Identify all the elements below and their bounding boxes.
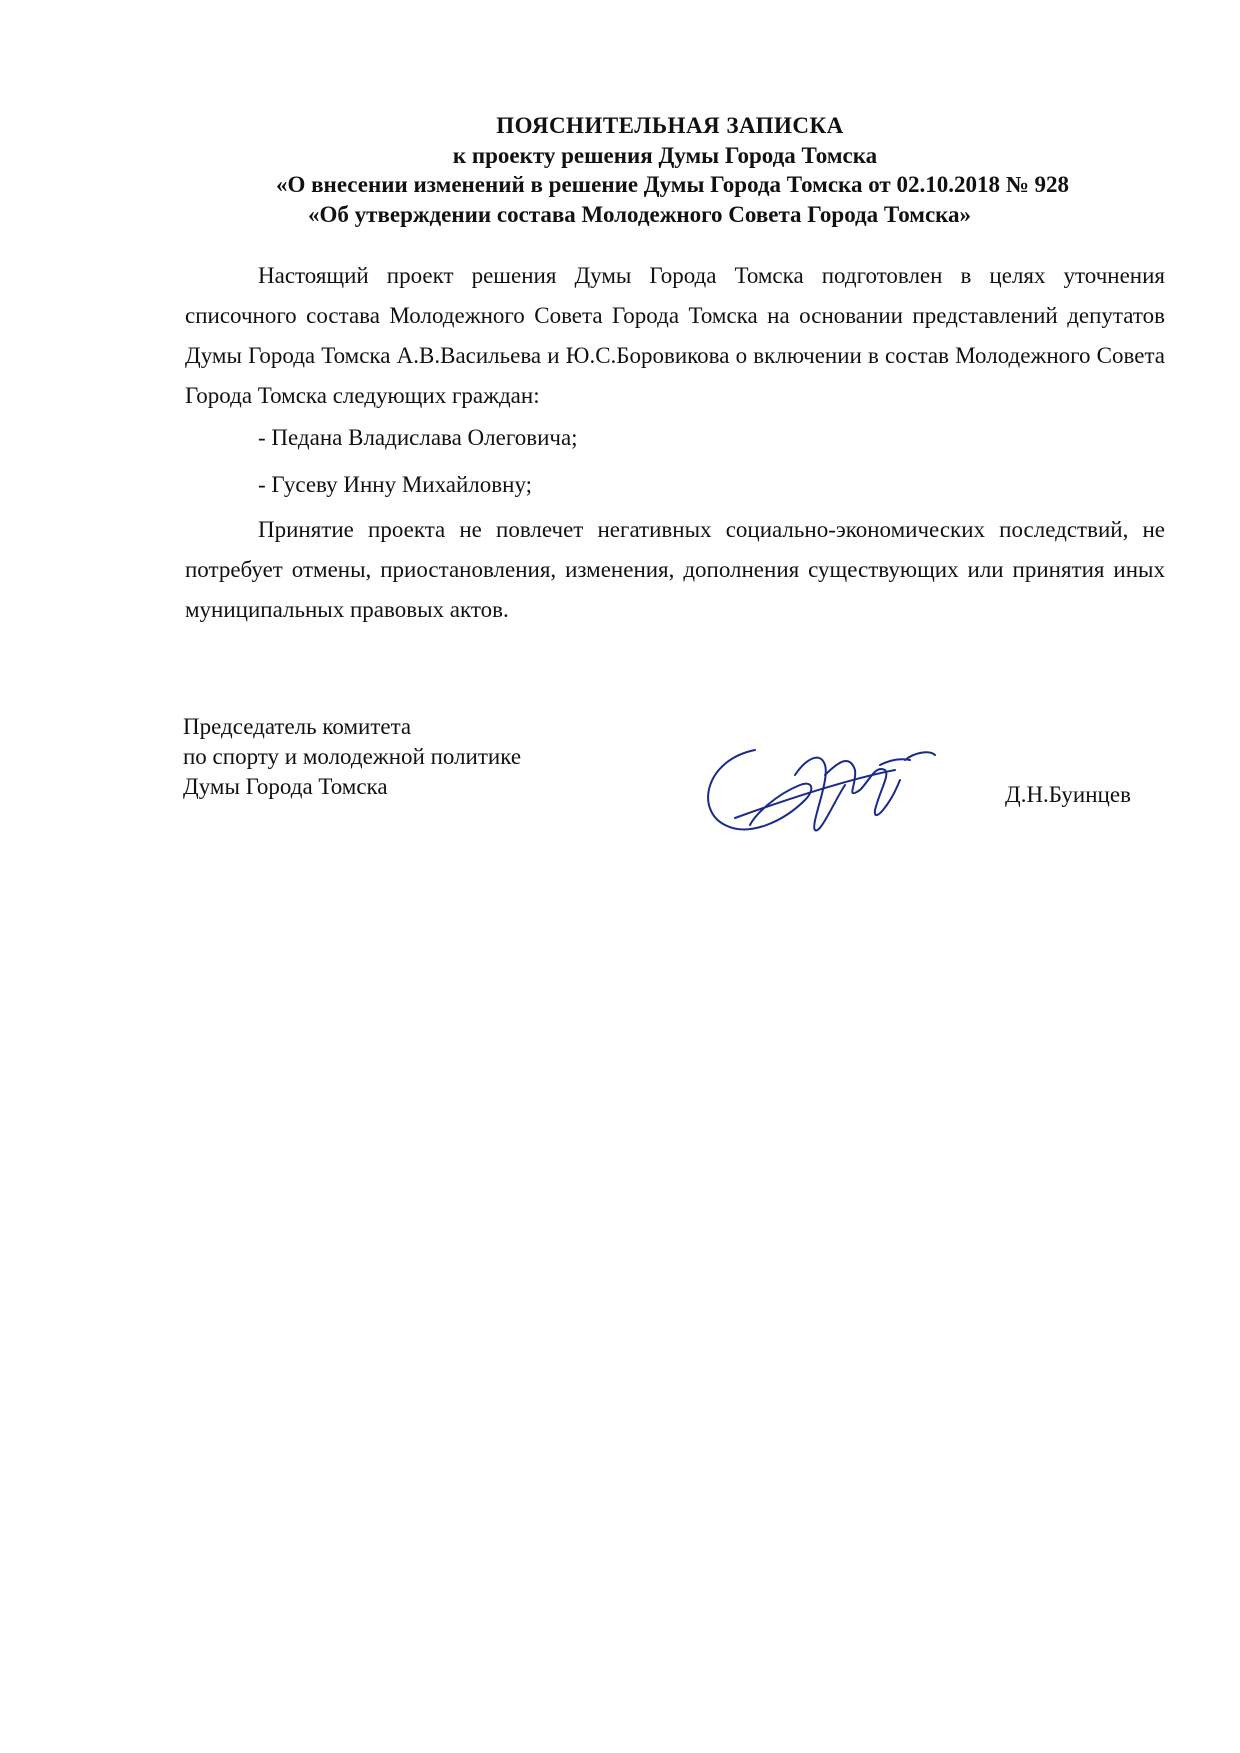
handwritten-signature xyxy=(695,730,955,840)
body-paragraph-2: Принятие проекта не повлечет негативных социально-экономических последствий, не потребует отмены, приостановления, изменения, дополнения существующих или принятия иных муниципальных правовых актов. xyxy=(185,517,1165,622)
position-line-1: Председатель комитета xyxy=(183,714,412,739)
signatory-position xyxy=(183,712,521,802)
list-item: - Педана Владислава Олеговича; xyxy=(258,425,578,450)
body-paragraph-1: Настоящий проект решения Думы Города Томска подготовлен в целях уточнения списочного состава Молодежного Совета Города Томска на основании представлений депутатов Думы Города Томска А.В.Васильева и Ю.С.Боровикова о включении в состав Молодежного Совета Города Томска следующих граждан: xyxy=(185,263,1165,408)
document-subtitle: к проекту решения Думы Города Томска xyxy=(452,143,878,168)
position-line-3: Думы Города Томска xyxy=(183,774,388,799)
document-subject-line2: «Об утверждении состава Молодежного Совета Города Томска» xyxy=(308,202,972,227)
document-title: ПОЯСНИТЕЛЬНАЯ ЗАПИСКА xyxy=(496,113,844,138)
position-line-2: по спорту и молодежной политике xyxy=(183,744,522,769)
signatory-name: Д.Н.Буинцев xyxy=(1005,782,1131,807)
document-subject-line1: «О внесении изменений в решение Думы Города Томска от 02.10.2018 № 928 xyxy=(276,172,1070,197)
list-item: - Гусеву Инну Михайловну; xyxy=(258,472,533,497)
